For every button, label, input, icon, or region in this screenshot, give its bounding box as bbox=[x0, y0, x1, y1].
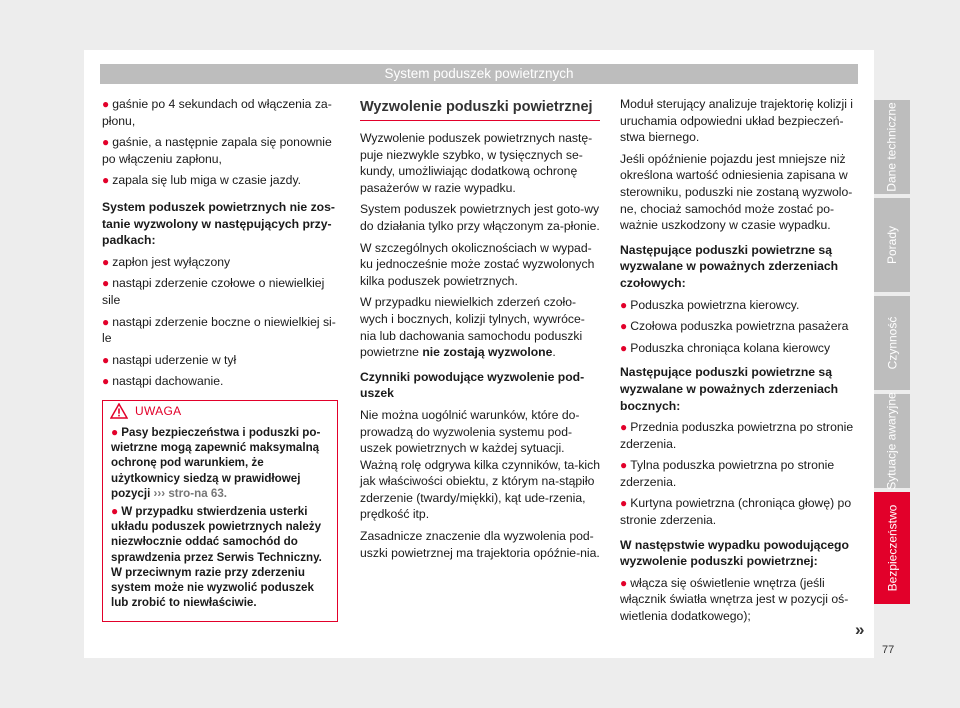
frontal-heading: Następujące poduszki powietrzne są wyzwalane w poważnych zderzeniach czołowych: bbox=[620, 242, 839, 290]
bullet-icon: ● bbox=[620, 420, 628, 435]
tab-bezpieczenstwo[interactable]: Bezpieczeństwo bbox=[874, 492, 910, 604]
bullet-icon: ● bbox=[111, 424, 119, 439]
bullet-icon: ● bbox=[102, 374, 110, 389]
factors-heading: Czynniki powodujące wyzwolenie pod-uszek bbox=[360, 369, 585, 401]
paragraph: W przypadku niewielkich zderzeń czoło-wych i bocznych, kolizji tylnych, wywróce-nia lub dachowania samochodu poduszki powietrzne nie zostają wyzwolone. bbox=[360, 295, 585, 360]
continue-arrow-icon: » bbox=[855, 620, 865, 639]
paragraph: Zasadnicze znaczenie dla wyzwolenia pod-uszki powietrznej ma trajektoria opóźnie-nia. bbox=[360, 529, 600, 560]
warning-header bbox=[103, 401, 337, 421]
list-item: ● Czołowa poduszka powietrzna pasażera bbox=[620, 319, 849, 334]
bullet-icon: ● bbox=[102, 135, 110, 150]
list-item: ● gaśnie po 4 sekundach od włączenia za-płonu, bbox=[102, 97, 332, 128]
page-header: System poduszek powietrznych bbox=[100, 64, 858, 84]
list-item: ● nastąpi zderzenie czołowe o niewielkiej sile bbox=[102, 276, 325, 307]
list-item: ● zapala się lub miga w czasie jazdy. bbox=[102, 173, 302, 188]
list-item: ● włącza się oświetlenie wnętrza (jeśli włącznik światła wnętrza jest w pozycji oś-wietlenia dodatkowego); bbox=[620, 575, 849, 624]
warning-box bbox=[102, 400, 338, 622]
list-item: ● Poduszka chroniąca kolana kierowcy bbox=[620, 340, 831, 355]
list-item: ● Kurtyna powietrzna (chroniąca głowę) po stronie zderzenia. bbox=[620, 496, 852, 528]
page-number: 77 bbox=[882, 644, 895, 656]
list-item: ● gaśnie, a następnie zapala się ponownie po włączeniu zapłonu, bbox=[102, 135, 332, 166]
list-item: ● zapłon jest wyłączony bbox=[102, 254, 231, 269]
warning-body bbox=[103, 425, 337, 610]
paragraph: Nie można uogólnić warunków, które do-prowadzą do wyzwolenia systemu pod-uszek powietrznych w każdej sytuacji. Ważną rolę odgrywa kilka czynników, ta-kich jak właściwości obiektu, z którym na-stąpiło zderzenie (twardy/miękki), kąt ude-rzenia, prędkość itp. bbox=[360, 407, 601, 522]
bullet-icon: ● bbox=[102, 173, 110, 188]
paragraph: W szczególnych okolicznościach w wypad-ku jednocześnie może zostać wyzwolonych kilka poduszek powietrznych. bbox=[360, 240, 595, 288]
tab-porady[interactable]: Porady bbox=[874, 198, 910, 292]
column-right bbox=[620, 96, 860, 630]
paragraph: Jeśli opóźnienie pojazdu jest mniejsze niż określona wartość odniesienia zapisana w sterowniku, poduszki nie zostaną wyzwolo-ne, chociaż samochód może zostać po-ważnie uszkodzony w czasie wypadku. bbox=[620, 151, 853, 233]
paragraph: Wyzwolenie poduszek powietrznych nastę-puje niezwykle szybko, w tysięcznych se-kundy, umożliwiając dodatkową ochronę pasażerów w razie wypadku. bbox=[360, 131, 593, 195]
bullet-icon: ● bbox=[102, 276, 110, 291]
warning-icon bbox=[110, 403, 128, 419]
bullet-icon: ● bbox=[620, 458, 628, 473]
bullet-icon: ● bbox=[620, 496, 628, 511]
list-item: ● Przednia poduszka powietrzna po stronie zderzenia. bbox=[620, 420, 854, 451]
tab-czynnosc[interactable]: Czynność bbox=[874, 296, 910, 390]
column-middle bbox=[360, 98, 600, 566]
list-item: ● nastąpi dachowanie. bbox=[102, 374, 224, 389]
warning-item: ● W przypadku stwierdzenia usterki układu poduszek powietrznych należy niezwłocznie oddać samochód do sprawdzenia przez Serwis Techniczny. W przeciwnym razie przy zderzeniu system może nie wyzwolić poduszek lub zrobić to niewłaściwie. bbox=[111, 503, 322, 610]
list-item: ● Poduszka powietrzna kierowcy. bbox=[620, 297, 800, 312]
bullet-icon: ● bbox=[102, 314, 110, 329]
list-item: ● Tylna poduszka powietrzna po stronie zderzenia. bbox=[620, 458, 835, 489]
side-heading: Następujące poduszki powietrzne są wyzwalane w poważnych zderzeniach bocznych: bbox=[620, 365, 839, 413]
tab-sytuacje-awaryjne[interactable]: Sytuacje awaryjne bbox=[874, 394, 910, 488]
warning-title: UWAGA bbox=[135, 403, 182, 418]
not-deployed-heading: System poduszek powietrznych nie zos-tanie wyzwolony w następujących przy-padkach: bbox=[102, 199, 335, 248]
bullet-icon: ● bbox=[102, 352, 110, 367]
warning-item: ● Pasy bezpieczeństwa i poduszki po-wietrzne mogą zapewnić maksymalną ochronę pod warunkiem, że użytkownicy siedzą w prawidłowej pozycji ››› stro-na 63. bbox=[111, 424, 321, 500]
column-left bbox=[102, 96, 338, 622]
bullet-icon: ● bbox=[620, 297, 628, 312]
bullet-icon: ● bbox=[111, 503, 119, 518]
list-item: ● nastąpi uderzenie w tył bbox=[102, 352, 237, 367]
bullet-icon: ● bbox=[620, 340, 628, 355]
tab-dane-techniczne[interactable]: Dane techniczne bbox=[874, 100, 910, 194]
after-heading: W następstwie wypadku powodującego wyzwolenie poduszki powietrznej: bbox=[620, 537, 849, 569]
section-title: Wyzwolenie poduszki powietrznej bbox=[360, 98, 600, 121]
list-item: ● nastąpi zderzenie boczne o niewielkiej si-le bbox=[102, 314, 336, 346]
paragraph: System poduszek powietrznych jest goto-wy do działania tylko przy włączonym za-płonie. bbox=[360, 202, 600, 233]
bullet-icon: ● bbox=[102, 97, 110, 111]
paragraph: Moduł sterujący analizuje trajektorię kolizji i uruchamia odpowiedni układ bezpieczeń-stwa biernego. bbox=[620, 97, 854, 145]
bullet-icon: ● bbox=[620, 319, 628, 334]
page-reference-link[interactable]: ››› stro-na 63. bbox=[153, 486, 227, 500]
bullet-icon: ● bbox=[102, 254, 110, 269]
bullet-icon: ● bbox=[620, 575, 628, 590]
